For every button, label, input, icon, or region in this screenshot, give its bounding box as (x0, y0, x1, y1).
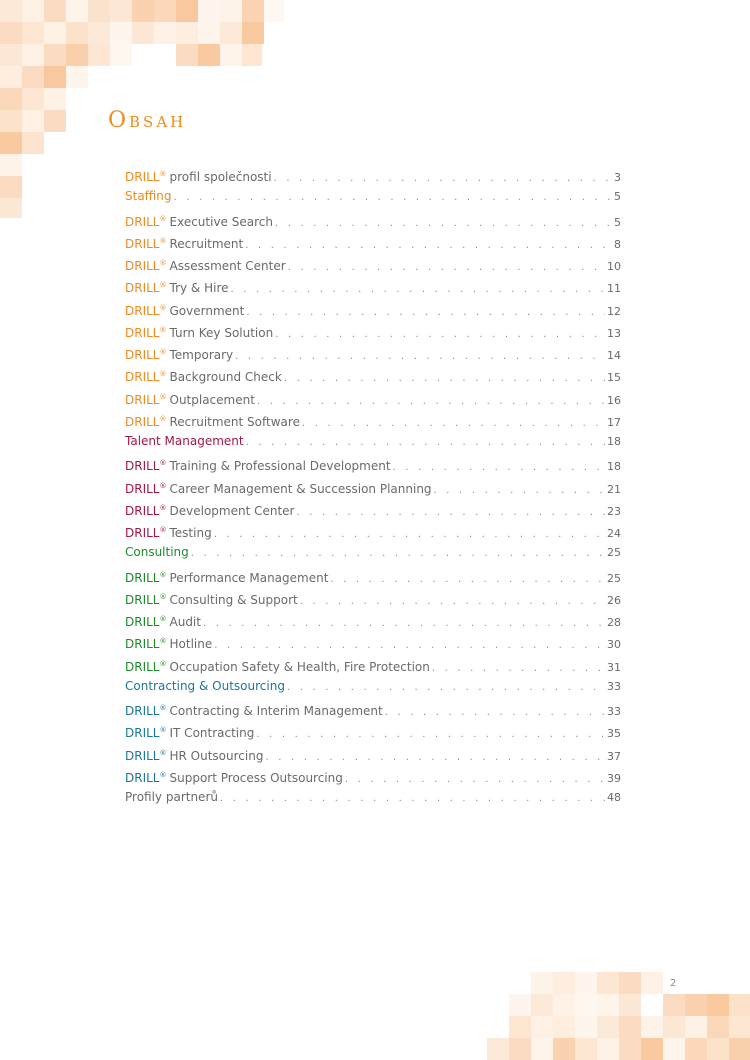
toc-page-number: 39 (607, 771, 621, 785)
dot-leader (287, 677, 605, 699)
toc-section-entry[interactable] (125, 185, 621, 207)
toc-entry[interactable] (125, 452, 621, 474)
dot-leader (191, 543, 605, 565)
registered-mark: ® (159, 659, 167, 668)
brand-name: DRILL (125, 637, 160, 652)
brand-name: DRILL (125, 236, 160, 251)
toc-page-number: 31 (607, 660, 621, 674)
brand-name: DRILL (125, 214, 160, 229)
registered-mark: ® (159, 259, 167, 267)
table-of-contents (125, 163, 621, 808)
dot-leader (275, 213, 612, 235)
registered-mark: ® (159, 592, 167, 601)
brand-name: DRILL (125, 170, 160, 184)
brand-name: DRILL (125, 259, 160, 273)
registered-mark: ® (159, 236, 167, 245)
toc-page-number: 8 (614, 237, 621, 251)
toc-page-number: 11 (607, 282, 621, 296)
brand-name: DRILL (125, 370, 160, 385)
brand-name: DRILL (125, 392, 160, 407)
dot-leader (434, 480, 605, 502)
toc-page-number: 17 (607, 415, 621, 429)
toc-section-entry[interactable] (125, 541, 621, 563)
toc-page-number: 30 (607, 638, 621, 652)
registered-mark: ® (159, 770, 167, 779)
dot-leader (220, 788, 605, 810)
toc-entry-text: Consulting & Support (169, 592, 298, 607)
dot-leader (246, 302, 605, 324)
dot-leader (246, 432, 605, 454)
dot-leader (275, 324, 605, 346)
brand-name: DRILL (125, 281, 160, 296)
page-number: 2 (670, 978, 677, 989)
dot-leader (284, 368, 605, 390)
brand-name: DRILL (125, 459, 160, 474)
dot-leader (235, 346, 605, 368)
bottom-right-mosaic (487, 972, 750, 1060)
toc-section-text: Staffing (125, 189, 172, 204)
toc-entry-text: Outplacement (169, 392, 255, 407)
toc-entry-text: Hotline (169, 637, 213, 652)
toc-entry-label (125, 541, 189, 563)
registered-mark: ® (159, 414, 167, 423)
toc-entry-text: Temporary (169, 348, 234, 362)
dot-leader (385, 702, 605, 724)
brand-name: DRILL (125, 303, 160, 318)
toc-entry[interactable] (125, 697, 621, 719)
toc-entry-label (125, 185, 172, 207)
toc-page-number: 10 (607, 260, 621, 273)
toc-section-text: Profily partnerů (125, 790, 218, 804)
toc-entry-text: Performance Management (169, 570, 329, 585)
registered-mark: ® (159, 503, 167, 512)
toc-entry-text: Development Center (169, 503, 295, 518)
registered-mark: ® (159, 704, 167, 712)
brand-name: DRILL (125, 503, 160, 518)
toc-page-number: 26 (607, 593, 621, 607)
registered-mark: ® (159, 459, 167, 468)
toc-entry-text: Testing (169, 526, 212, 540)
toc-section-text: Contracting & Outsourcing (125, 678, 285, 693)
toc-page-number: 5 (614, 215, 621, 229)
dot-leader (288, 257, 605, 279)
dot-leader (256, 724, 605, 746)
toc-entry-text: Contracting & Interim Management (169, 704, 383, 718)
toc-page-number: 48 (607, 791, 621, 804)
toc-page-number: 35 (607, 727, 621, 741)
brand-name: DRILL (125, 348, 160, 362)
registered-mark: ® (159, 637, 167, 646)
brand-name: DRILL (125, 592, 160, 607)
registered-mark: ® (159, 748, 167, 757)
toc-entry-text: Try & Hire (169, 281, 229, 296)
registered-mark: ® (159, 281, 167, 290)
toc-page-number: 14 (607, 349, 621, 362)
brand-name: DRILL (125, 726, 160, 741)
toc-page-number: 37 (607, 749, 621, 763)
brand-name: DRILL (125, 704, 160, 718)
dot-leader (300, 591, 605, 613)
toc-entry-label (125, 430, 244, 452)
toc-entry-label (125, 786, 218, 808)
toc-entry-text: Audit (169, 615, 201, 629)
toc-entry-label (125, 675, 285, 697)
toc-page-number: 16 (607, 393, 621, 407)
dot-leader (174, 187, 613, 209)
toc-entry-text: profil společnosti (169, 170, 272, 184)
toc-page-number: 23 (607, 504, 621, 518)
toc-entry-text: IT Contracting (169, 726, 255, 741)
brand-name: DRILL (125, 414, 160, 429)
dot-leader (297, 502, 606, 524)
toc-page-number: 28 (607, 616, 621, 629)
dot-leader (231, 279, 606, 301)
brand-name: DRILL (125, 748, 160, 763)
toc-page-number: 18 (607, 435, 621, 448)
registered-mark: ® (159, 526, 167, 534)
toc-entry-text: HR Outsourcing (169, 748, 264, 763)
dot-leader (330, 569, 605, 591)
brand-name: DRILL (125, 570, 160, 585)
toc-entry-text: Assessment Center (169, 259, 286, 273)
toc-section-text: Talent Management (125, 434, 244, 448)
toc-entry-text: Support Process Outsourcing (169, 770, 343, 785)
brand-name: DRILL (125, 481, 160, 496)
brand-name: DRILL (125, 325, 160, 340)
dot-leader (257, 391, 605, 413)
registered-mark: ® (159, 170, 167, 178)
toc-section-entry[interactable] (125, 430, 621, 452)
toc-entry[interactable] (125, 163, 621, 185)
toc-page-number: 13 (607, 326, 621, 340)
toc-page-number: 18 (607, 460, 621, 474)
registered-mark: ® (159, 325, 167, 334)
dot-leader (203, 613, 605, 635)
toc-page-number: 3 (614, 171, 621, 184)
brand-name: DRILL (125, 526, 160, 540)
registered-mark: ® (159, 303, 167, 312)
toc-page-number: 15 (607, 371, 621, 385)
registered-mark: ® (159, 726, 167, 735)
toc-entry-text: Occupation Safety & Health, Fire Protection (169, 659, 430, 674)
registered-mark: ® (159, 570, 167, 579)
registered-mark: ® (159, 615, 167, 623)
toc-entry-text: Executive Search (169, 214, 273, 229)
toc-page-number: 25 (607, 546, 621, 560)
toc-page-number: 5 (614, 190, 621, 204)
registered-mark: ® (159, 214, 167, 223)
toc-entry-text: Recruitment (169, 236, 244, 251)
toc-entry-text: Turn Key Solution (169, 325, 274, 340)
brand-name: DRILL (125, 770, 160, 785)
page-title: Obsah (108, 108, 187, 133)
toc-page-number: 21 (607, 482, 621, 496)
toc-section-entry[interactable] (125, 675, 621, 697)
toc-entry-text: Training & Professional Development (169, 459, 391, 474)
registered-mark: ® (159, 392, 167, 401)
brand-name: DRILL (125, 659, 160, 674)
toc-section-text: Consulting (125, 545, 189, 560)
dot-leader (245, 235, 612, 257)
toc-page-number: 12 (607, 304, 621, 318)
toc-section-entry[interactable] (125, 786, 621, 808)
toc-entry-text: Recruitment Software (169, 414, 300, 429)
toc-entry-text: Career Management & Succession Planning (169, 481, 432, 496)
toc-entry[interactable] (125, 564, 621, 586)
toc-page-number: 33 (607, 679, 621, 693)
registered-mark: ® (159, 481, 167, 490)
toc-entry-text: Government (169, 303, 245, 318)
toc-entry-text: Background Check (169, 370, 282, 385)
brand-name: DRILL (125, 615, 160, 629)
toc-page-number: 25 (607, 571, 621, 585)
toc-entry[interactable] (125, 208, 621, 230)
toc-page-number: 24 (607, 527, 621, 540)
registered-mark: ® (159, 370, 167, 379)
toc-page-number: 33 (607, 705, 621, 718)
registered-mark: ® (159, 348, 167, 356)
